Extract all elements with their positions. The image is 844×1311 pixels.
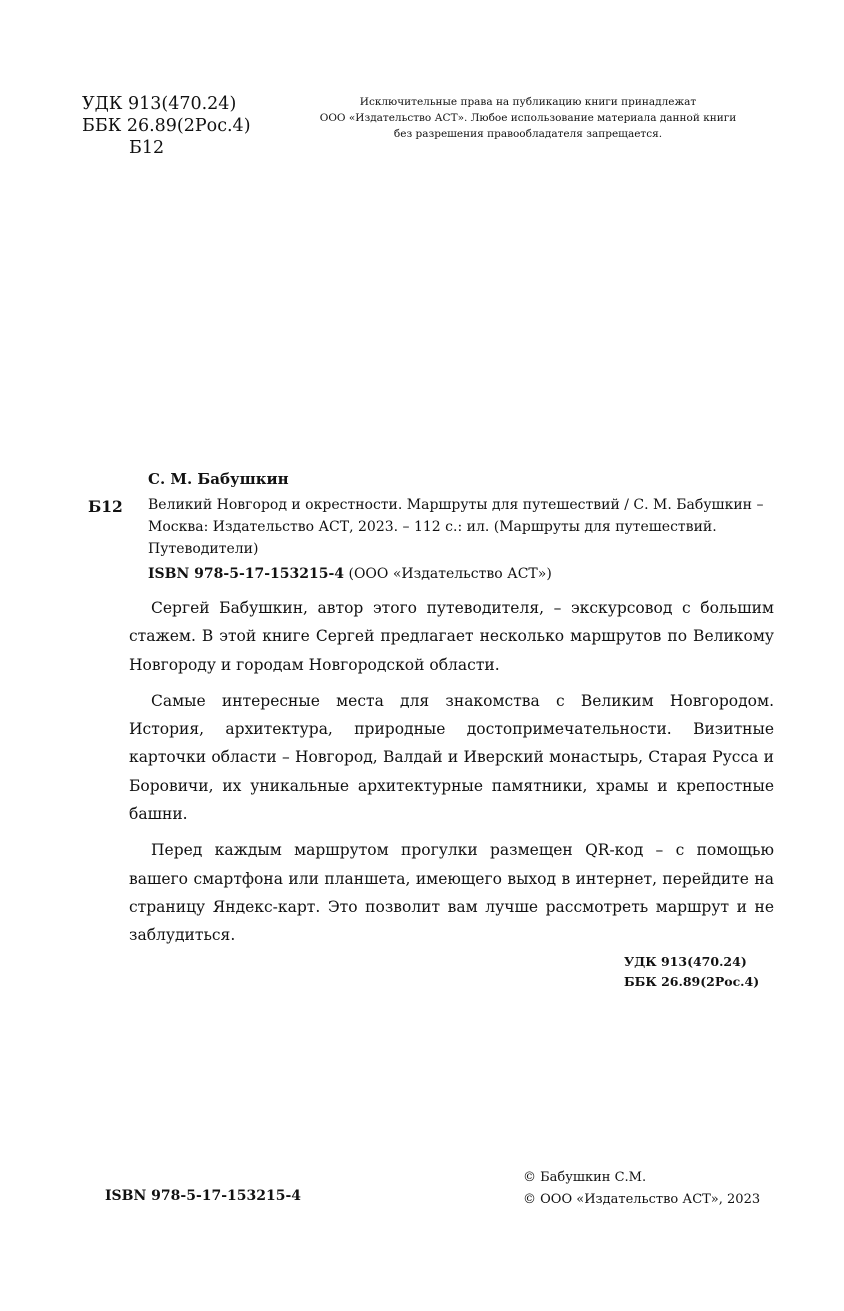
annotation [129,594,774,958]
rights-line: Исключительные права на публикацию книги принадлежат [359,96,697,108]
copyright-author: © Бабушкин С.М. [523,1170,647,1185]
classification-block [82,93,251,159]
isbn-publisher: (ООО «Издательство АСТ») [344,566,552,582]
isbn-number: ISBN 978-5-17-153215-4 [148,566,345,582]
bottom-bbk: ББК 26.89(2Рос.4) [624,974,760,989]
rights-line: без разрешения правообладателя запрещается. [393,128,663,140]
bottom-isbn: ISBN 978-5-17-153215-4 [105,1188,302,1204]
rights-notice [258,94,798,142]
author-sign: Б12 [129,138,165,158]
author-code: Б12 [88,497,123,516]
bottom-udk: УДК 913(470.24) [624,954,747,969]
rights-line: ООО «Издательство АСТ». Любое использование материала данной книги [319,112,737,124]
author-heading: С. М. Бабушкин [148,470,289,488]
copyright-block [523,1167,760,1211]
bottom-classification [624,952,759,992]
bibliographic-record: Великий Новгород и окрестности. Маршруты для путешествий / С. М. Бабушкин – Москва: Издательство АСТ, 2023. – 112 с.: ил. (Маршруты для путешествий. Путеводители) [148,497,764,557]
isbn-line [148,566,552,582]
udk-code: УДК 913(470.24) [82,94,237,114]
copyright-publisher: © ООО «Издательство АСТ», 2023 [523,1192,761,1207]
bbk-code: ББК 26.89(2Рос.4) [82,116,251,136]
annotation-paragraph: Самые интересные места для знакомства с Великим Новгородом. История, архитектура, природные достопримечательности. Визитные карточки области – Новгород, Валдай и Иверский монастырь, Старая Русса и Боровичи, их уникальные архитектурные памятники, храмы и крепостные башни. [129,691,774,824]
annotation-paragraph: Сергей Бабушкин, автор этого путеводителя, – экскурсовод с большим стажем. В этой книге Сергей предлагает несколько маршрутов по Великому Новгороду и городам Новгородской области. [129,599,774,674]
annotation-paragraph: Перед каждым маршрутом прогулки размещен QR-код – с помощью вашего смартфона или планшета, имеющего выход в интернет, перейдите на страницу Яндекс-карт. Это позволит вам лучше рассмотреть маршрут и не заблудиться. [129,841,774,945]
